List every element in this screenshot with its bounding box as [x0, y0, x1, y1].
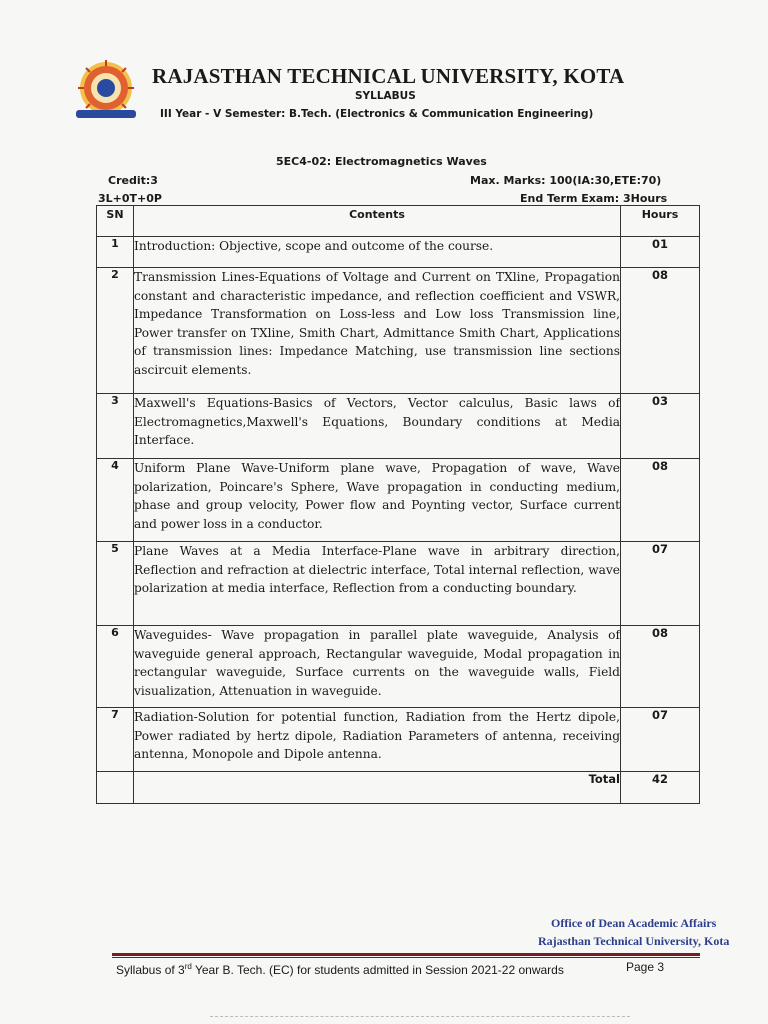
bottom-dash-line [210, 1016, 630, 1017]
row-content: Plane Waves at a Media Interface-Plane wave in arbitrary direction, Reflection and refraction at dielectric interface, Total internal reflection, wave polarization at media interface, Reflection from a conducting boundary. [134, 542, 621, 626]
max-marks-label: Max. Marks: 100(IA:30,ETE:70) [470, 174, 662, 187]
stamp-line-2: Rajasthan Technical University, Kota [538, 934, 730, 948]
row-sn: 6 [97, 626, 134, 708]
row-content: Transmission Lines-Equations of Voltage and Current on TXline, Propagation constant and characteristic impedance, and reflection coefficient and VSWR, Impedance Transformation on Loss-less and Low loss Transmission line, Power transfer on TXline, Smith Chart, Admittance Smith Chart, Applications of transmission lines: Impedance Matching, use transmission line sections ascircuit elements. [134, 268, 621, 394]
row-sn: 2 [97, 268, 134, 394]
header-contents: Contents [134, 206, 621, 237]
total-value: 42 [621, 772, 700, 804]
table-row [97, 626, 700, 708]
page-number: Page 3 [626, 960, 665, 974]
course-title: 5EC4-02: Electromagnetics Waves [276, 155, 487, 168]
row-content: Radiation-Solution for potential function, Radiation from the Hertz dipole, Power radiated by hertz dipole, Radiation Parameters of antenna, receiving antenna, Monopole and Dipole antenna. [134, 708, 621, 772]
semester-line: III Year - V Semester: B.Tech. (Electronics & Communication Engineering) [160, 108, 594, 120]
university-logo-icon [70, 58, 142, 120]
total-sn-cell [97, 772, 134, 804]
row-hours: 07 [621, 708, 700, 772]
table-row [97, 542, 700, 626]
row-content: Waveguides- Wave propagation in parallel plate waveguide, Analysis of waveguide general approach, Rectangular waveguide, Modal propagation in rectangular waveguide, Surface currents on the waveguide walls, Field visualization, Attenuation in waveguide. [134, 626, 621, 708]
footer-divider-thin [112, 957, 700, 958]
row-sn: 4 [97, 459, 134, 542]
syllabus-label: SYLLABUS [355, 90, 416, 102]
footer-note [116, 962, 564, 977]
header-hours: Hours [621, 206, 700, 237]
total-label: Total [134, 772, 621, 804]
ltp-label: 3L+0T+0P [98, 192, 162, 205]
row-sn: 1 [97, 237, 134, 268]
table-row [97, 459, 700, 542]
footer-divider [112, 953, 700, 956]
exam-duration-label: End Term Exam: 3Hours [520, 192, 668, 205]
stamp-line-1: Office of Dean Academic Affairs [551, 916, 717, 930]
university-name: RAJASTHAN TECHNICAL UNIVERSITY, KOTA [152, 64, 625, 88]
dean-office-stamp [538, 914, 729, 950]
row-hours: 01 [621, 237, 700, 268]
table-header-row [97, 206, 700, 237]
row-hours: 03 [621, 394, 700, 459]
row-sn: 3 [97, 394, 134, 459]
footer-sup: rd [184, 962, 192, 971]
table-row [97, 268, 700, 394]
syllabus-table [96, 205, 700, 804]
table-row [97, 237, 700, 268]
header-sn: SN [97, 206, 134, 237]
footer-prefix: Syllabus of 3 [116, 963, 185, 977]
footer-suffix: Year B. Tech. (EC) for students admitted in Session 2021-22 onwards [191, 963, 564, 977]
row-sn: 5 [97, 542, 134, 626]
row-content: Introduction: Objective, scope and outcome of the course. [134, 237, 621, 268]
table-row [97, 394, 700, 459]
row-hours: 08 [621, 268, 700, 394]
row-hours: 08 [621, 626, 700, 708]
table-row [97, 708, 700, 772]
credit-label: Credit:3 [108, 174, 158, 187]
row-content: Uniform Plane Wave-Uniform plane wave, Propagation of wave, Wave polarization, Poincare's Sphere, Wave propagation in conducting medium, phase and group velocity, Power flow and Poynting vector, Surface current and power loss in a conductor. [134, 459, 621, 542]
row-content: Maxwell's Equations-Basics of Vectors, Vector calculus, Basic laws of Electromagnetics,Maxwell's Equations, Boundary conditions at Media Interface. [134, 394, 621, 459]
row-hours: 07 [621, 542, 700, 626]
total-row [97, 772, 700, 804]
row-sn: 7 [97, 708, 134, 772]
row-hours: 08 [621, 459, 700, 542]
